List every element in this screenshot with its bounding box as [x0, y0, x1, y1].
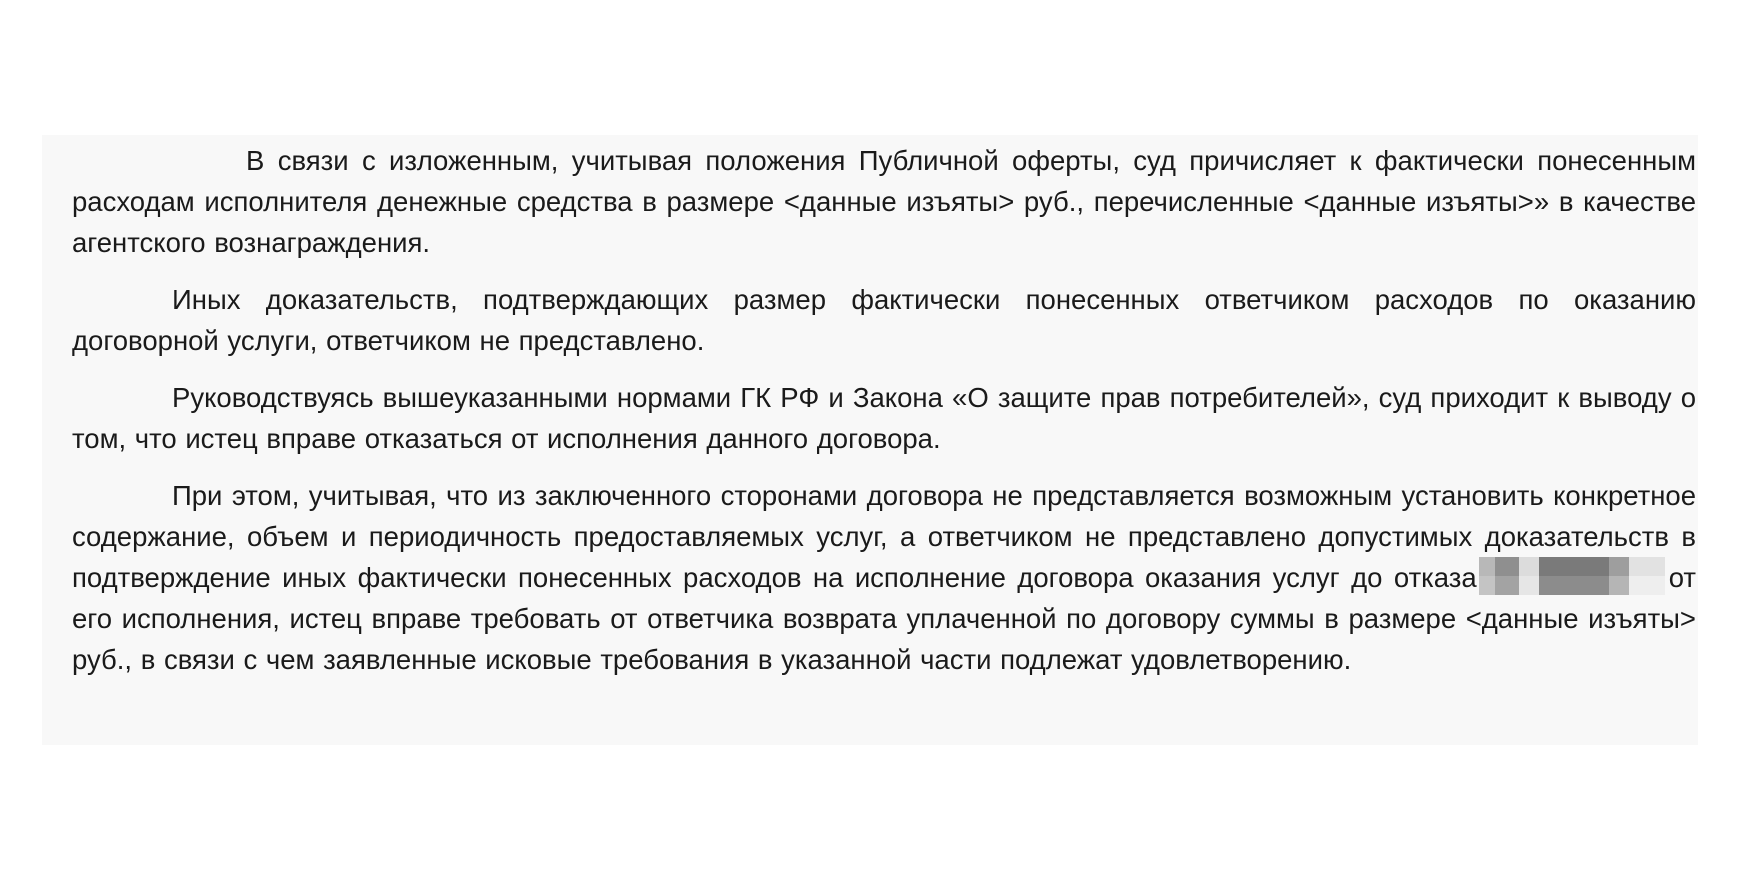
paragraph-1: В связи с изложенным, учитывая положения Публичной оферты, суд причисляет к фактически понесенным расходам исполнителя денежные средства в размере <данные изъяты> руб., перечисленные <данные изъяты>» в качестве агентского вознаграждения. — [72, 145, 1696, 258]
document-text — [72, 140, 1696, 680]
paragraph-4-text-after-redaction: от его исполнения, истец вправе требовать от ответчика возврата уплаченной по договору суммы в размере <данные изъяты> руб., в связи с чем заявленные исковые требования в указанной части подлежат удовлетворению. — [72, 562, 1696, 675]
paragraph-3: Руководствуясь вышеуказанными нормами ГК РФ и Закона «О защите прав потребителей», суд приходит к выводу о том, что истец вправе отказаться от исполнения данного договора. — [72, 382, 1696, 454]
paragraph-4 — [72, 475, 1696, 680]
redacted-text-block — [1479, 557, 1665, 595]
paragraph-4-text-before-redaction: При этом, учитывая, что из заключенного сторонами договора не представляется возможным установить конкретное содержание, объем и периодичность предоставляемых услуг, а ответчиком не представлено допустимых доказательств в подтверждение иных фактически понесенных расходов на исполнение договора оказания услуг до отказа — [72, 480, 1696, 593]
paragraph-2: Иных доказательств, подтверждающих размер фактически понесенных ответчиком расходов по оказанию договорной услуги, ответчиком не представлено. — [72, 284, 1696, 356]
